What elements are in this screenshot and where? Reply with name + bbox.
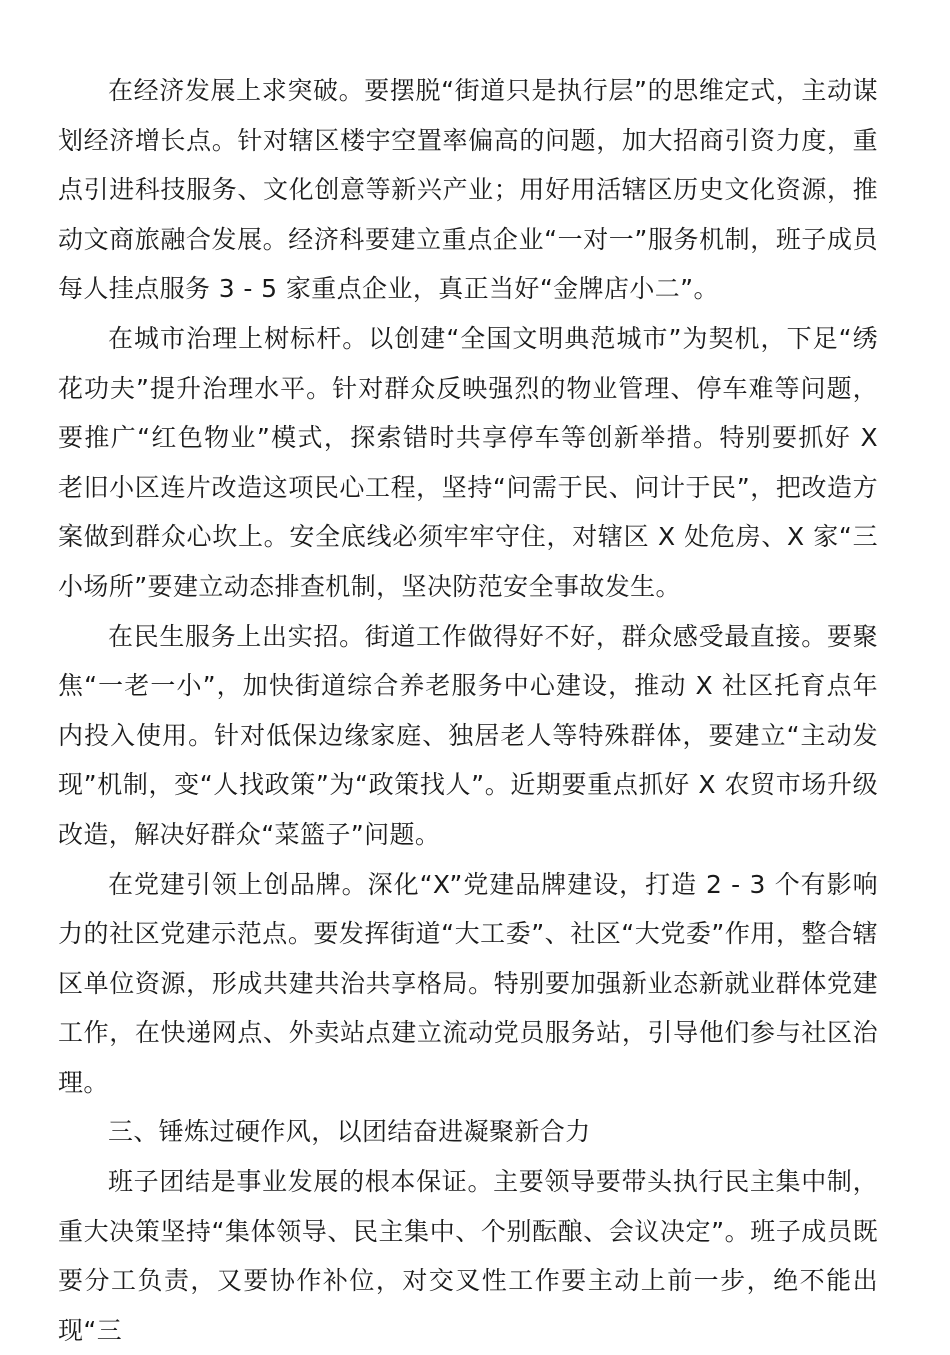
document-body bbox=[58, 66, 878, 1355]
paragraph-party-building: 在党建引领上创品牌。深化“X”党建品牌建设，打造 2 - 3 个有影响力的社区党建示范点。要发挥街道“大工委”、社区“大党委”作用，整合辖区单位资源，形成共建共治共享格局。特别要加强新业态新就业群体党建工作，在快递网点、外卖站点建立流动党员服务站，引导他们参与社区治理。 bbox=[58, 869, 878, 1097]
paragraph-economic-development: 在经济发展上求突破。要摆脱“街道只是执行层”的思维定式，主动谋划经济增长点。针对辖区楼宇空置率偏高的问题，加大招商引资力度，重点引进科技服务、文化创意等新兴产业；用好用活辖区历史文化资源，推动文商旅融合发展。经济科要建立重点企业“一对一”服务机制，班子成员每人挂点服务 3 - 5 家重点企业，真正当好“金牌店小二”。 bbox=[58, 76, 878, 304]
paragraph-team-unity: 班子团结是事业发展的根本保证。主要领导要带头执行民主集中制，重大决策坚持“集体领导、民主集中、个别酝酿、会议决定”。班子成员既要分工负责，又要协作补位，对交叉性工作要主动上前一步，绝不能出现“三 bbox=[58, 1167, 878, 1345]
paragraph-urban-governance: 在城市治理上树标杆。以创建“全国文明典范城市”为契机，下足“绣花功夫”提升治理水平。针对群众反映强烈的物业管理、停车难等问题，要推广“红色物业”模式，探索错时共享停车等创新举措。特别要抓好 X 老旧小区连片改造这项民心工程，坚持“问需于民、问计于民”，把改造方案做到群众心坎上。安全底线必须牢牢守住，对辖区 X 处危房、X 家“三小场所”要建立动态排查机制，坚决防范安全事故发生。 bbox=[58, 323, 878, 601]
paragraph-livelihood-services: 在民生服务上出实招。街道工作做得好不好，群众感受最直接。要聚焦“一老一小”，加快街道综合养老服务中心建设，推动 X 社区托育点年内投入使用。针对低保边缘家庭、独居老人等特殊群体，要建立“主动发现”机制，变“人找政策”为“政策找人”。近期要重点抓好 X 农贸市场升级改造，解决好群众“菜篮子”问题。 bbox=[58, 621, 878, 849]
section-heading: 三、锤炼过硬作风，以团结奋进凝聚新合力 bbox=[108, 1117, 591, 1147]
